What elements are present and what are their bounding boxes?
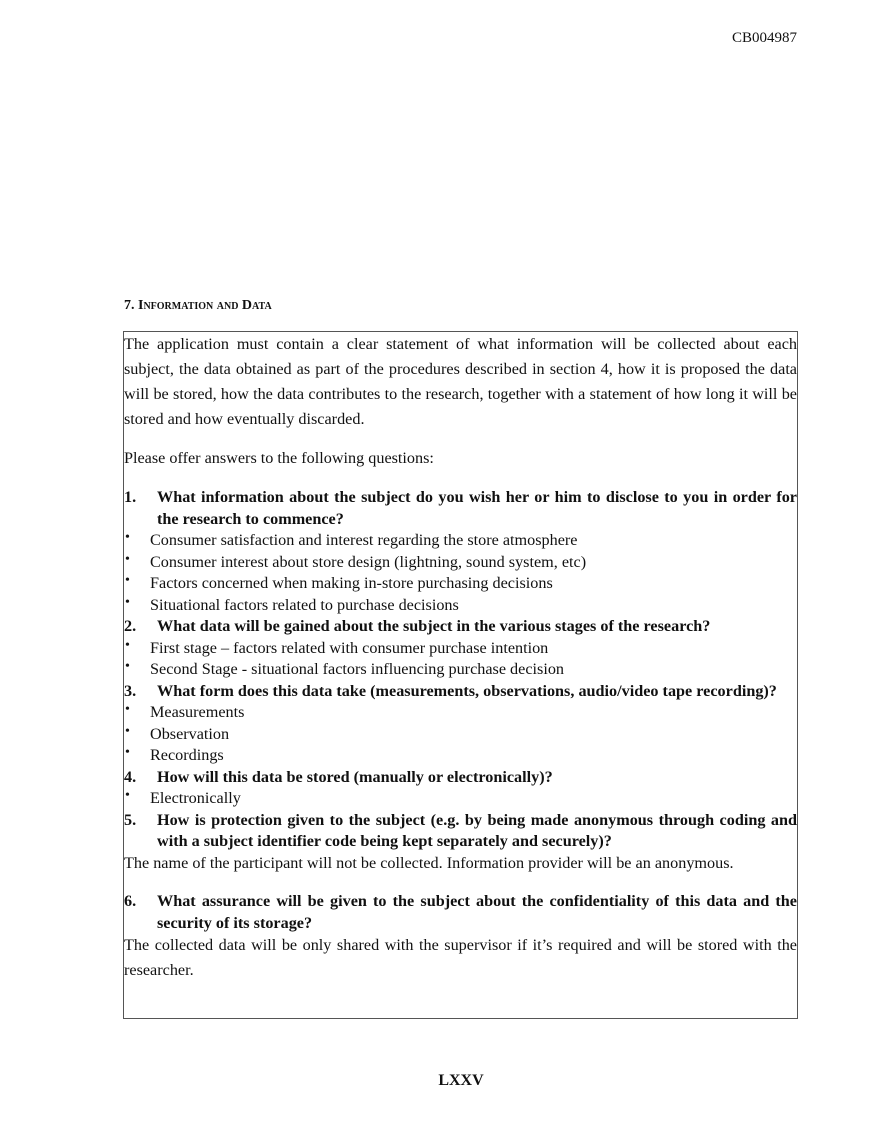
information-box — [123, 331, 798, 1019]
question-4 — [124, 767, 797, 789]
page-number: LXXV — [438, 1072, 484, 1089]
bullet-icon: • — [125, 702, 130, 717]
bullet-item — [124, 745, 797, 767]
spacer — [124, 874, 797, 891]
bullet-icon: • — [125, 723, 130, 739]
bullet-text: Situational factors related to purchase decisions — [150, 595, 459, 614]
bullet-item — [124, 530, 797, 552]
bullet-text: First stage – factors related with consumer purchase intention — [150, 638, 549, 657]
question-number: 1. — [124, 488, 137, 506]
bullet-text: Factors concerned when making in-store purchasing decisions — [150, 574, 553, 592]
bullet-item — [124, 552, 797, 574]
bullet-item — [124, 659, 797, 681]
question-5 — [124, 810, 797, 853]
bullet-item — [124, 724, 797, 746]
bullet-icon: • — [125, 551, 130, 567]
bullet-icon: • — [125, 594, 130, 610]
answer-text: The collected data will be only shared with the supervisor if it’s required and will be stored with the researcher. — [124, 936, 797, 979]
bullet-icon: • — [125, 637, 130, 653]
bullet-text: Observation — [150, 724, 230, 743]
question-number: 3. — [124, 681, 137, 700]
question-text: How is protection given to the subject (e.g. by being made anonymous through coding and with a subject identifier code being kept separately and securely)? — [157, 810, 797, 850]
bullet-text: Second Stage - situational factors influencing purchase decision — [150, 660, 565, 678]
prompt-text: Please offer answers to the following questions: — [124, 449, 434, 467]
bullet-text: Consumer interest about store design (lightning, sound system, etc) — [150, 552, 587, 571]
document-id: CB004987 — [731, 30, 797, 46]
bullet-text: Measurements — [150, 703, 245, 721]
intro-paragraph: The application must contain a clear statement of what information will be collected about each subject, the data obtained as part of the procedures described in section 4, how it is proposed the data will be stored, how the data contributes to the research, together with a statement of how long it will be stored and how eventually discarded. — [124, 335, 797, 428]
question-text: How will this data be stored (manually or electronically)? — [157, 767, 553, 786]
bullet-item — [124, 573, 797, 595]
bullet-icon: • — [125, 745, 130, 760]
question-number: 5. — [124, 810, 137, 829]
question-6 — [124, 891, 797, 934]
bullet-text: Electronically — [150, 789, 241, 807]
bullet-item — [124, 595, 797, 617]
question-2 — [124, 616, 797, 638]
question-number: 2. — [124, 617, 137, 635]
question-3 — [124, 681, 797, 703]
bullet-item — [124, 702, 797, 724]
bullet-icon: • — [125, 530, 130, 545]
answer-text: The name of the participant will not be collected. Information provider will be an anonymous. — [124, 853, 734, 872]
question-text: What information about the subject do you wish her or him to disclose to you in order for the research to commence? — [157, 488, 797, 528]
bullet-icon: • — [125, 659, 130, 674]
question-text: What assurance will be given to the subject about the confidentiality of this data and the security of its storage? — [157, 892, 797, 932]
question-number: 4. — [124, 767, 137, 786]
question-text: What data will be gained about the subject in the various stages of the research? — [157, 617, 711, 635]
bullet-text: Recordings — [150, 746, 224, 764]
section-heading: 7. Information and Data — [124, 298, 272, 313]
bullet-icon: • — [125, 788, 130, 803]
bullet-item — [124, 788, 797, 810]
bullet-icon: • — [125, 573, 130, 588]
bullet-item — [124, 638, 797, 660]
question-text: What form does this data take (measurements, observations, audio/video tape recording)? — [157, 681, 777, 700]
question-1 — [124, 487, 797, 530]
question-number: 6. — [124, 892, 137, 910]
bullet-text: Consumer satisfaction and interest regarding the store atmosphere — [150, 531, 578, 549]
